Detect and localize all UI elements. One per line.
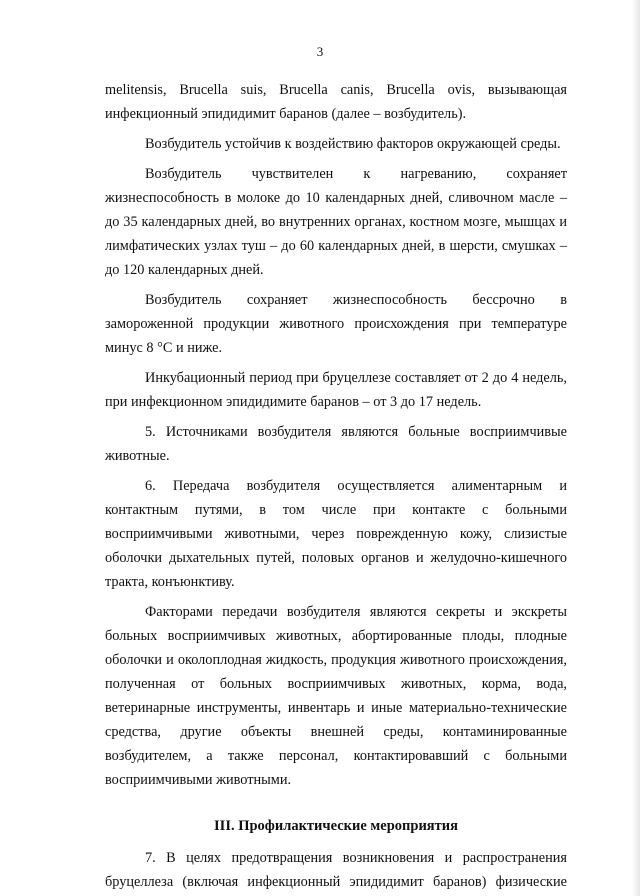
- paragraph-pathogen-species: melitensis, Brucella suis, Brucella canis, Brucella ovis, вызывающая инфекционный эпидидимит баранов (далее – возбудитель).: [105, 82, 567, 122]
- paragraph-resistance: Возбудитель устойчив к воздействию факторов окружающей среды.: [145, 136, 561, 152]
- paragraph-transmission-factors: Факторами передачи возбудителя являются секреты и экскреты больных восприимчивых животных, абортированные плоды, плодные оболочки и околоплодная жидкость, продукция животного происхождения, полученная от больных восприимчивых животных, корма, вода, ветеринарные инструменты, инвентарь и иные материально-технические средства, другие объекты внешней среды, контаминированные возбудителем, а также персонал, контактировавший с больными восприимчивыми животными.: [105, 604, 567, 788]
- paragraph-incubation: Инкубационный период при бруцеллезе составляет от 2 до 4 недель, при инфекционном эпидидимите баранов – от 3 до 17 недель.: [105, 370, 567, 410]
- scan-edge-shadow: [632, 0, 640, 896]
- document-body: [105, 78, 567, 894]
- paragraph-item-7-prevention: 7. В целях предотвращения возникновения и распространения бруцеллеза (включая инфекционный эпидидимит баранов) физические: [105, 850, 567, 890]
- section-title: III. Профилактические мероприятия: [214, 818, 458, 834]
- page-number: 3: [316, 44, 324, 59]
- paragraph-item-5-sources: 5. Источниками возбудителя являются больные восприимчивые животные.: [105, 424, 567, 464]
- paragraph-item-6-transmission: 6. Передача возбудителя осуществляется алиментарным и контактным путями, в том числе при контакте с больными восприимчивыми животными, через поврежденную кожу, слизистые оболочки дыхательных путей, половых органов и желудочно-кишечного тракта, конъюнктиву.: [105, 478, 567, 590]
- paragraph-heat-sensitivity: Возбудитель чувствителен к нагреванию, сохраняет жизнеспособность в молоке до 10 календарных дней, сливочном масле – до 35 календарных дней, во внутренних органах, костном мозге, мышцах и лимфатических узлах туш – до 60 календарных дней, в шерсти, смушках – до 120 календарных дней.: [105, 166, 567, 278]
- paragraph-frozen-viability: Возбудитель сохраняет жизнеспособность бессрочно в замороженной продукции животного происхождения при температуре минус 8 °С и ниже.: [105, 292, 567, 356]
